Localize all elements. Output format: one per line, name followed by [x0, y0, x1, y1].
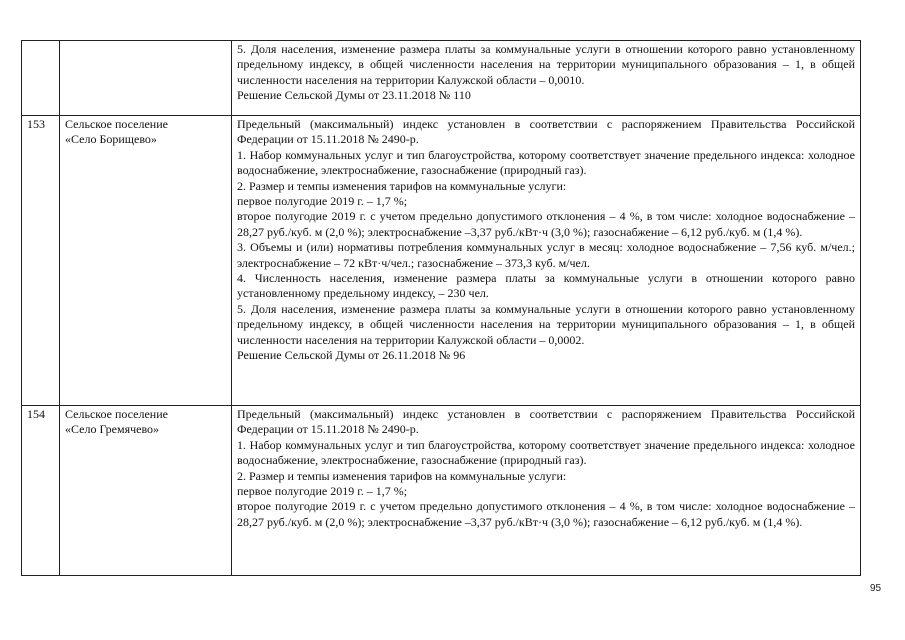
paragraph-consumption-volumes: 3. Объемы и (или) нормативы потребления коммунальных услуг в месяц: холодное водоснабжение – 7,56 куб. м/чел.; электроснабжение – 72 кВт·ч/чел.; газоснабжение – 373,3 куб. м/чел.	[237, 240, 855, 270]
settlement-name	[60, 406, 232, 576]
row-description	[232, 41, 861, 116]
paragraph-population-count: 4. Численность населения, изменение размера платы за коммунальные услуги в отношении которого равно установленному предельному индексу, – 230 чел.	[237, 271, 855, 301]
paragraph-second-half: второе полугодие 2019 г. с учетом предельно допустимого отклонения – 4 %, в том числе: холодное водоснабжение – 28,27 руб./куб. м (2,0 %); электроснабжение –3,37 руб./кВт·ч (3,0 %); газоснабжение – 6,12 руб./куб. м (1,4 %).	[237, 499, 855, 529]
utility-tariffs-table	[21, 40, 861, 576]
paragraph-second-half: второе полугодие 2019 г. с учетом предельно допустимого отклонения – 4 %, в том числе: холодное водоснабжение – 28,27 руб./куб. м (2,0 %); электроснабжение –3,37 руб./кВт·ч (3,0 %); газоснабжение – 6,12 руб./куб. м (1,4 %).	[237, 209, 855, 239]
paragraph-tariff-heading: 2. Размер и темпы изменения тарифов на коммунальные услуги:	[237, 178, 567, 193]
paragraph-index-basis: Предельный (максимальный) индекс установлен в соответствии с распоряжением Правительства Российской Федерации от 15.11.2018 № 2490-р.	[237, 407, 855, 437]
paragraph-share-of-population: 5. Доля населения, изменение размера платы за коммунальные услуги в отношении которого равно установленному предельному индексу, в общей численности населения на территории муниципального образования – 1, в общей численности населения на территории Калужской области – 0,0002.	[237, 301, 855, 347]
paragraph-first-half: первое полугодие 2019 г. – 1,7 %;	[237, 484, 408, 499]
settlement-title: «Село Борищево»	[65, 132, 157, 147]
settlement-type: Сельское поселение	[65, 117, 168, 131]
paragraph-share-of-population: 5. Доля населения, изменение размера платы за коммунальные услуги в отношении которого равно установленному предельному индексу, в общей численности населения на территории муниципального образования – 1, в общей численности населения на территории Калужской области – 0,0010.	[237, 42, 855, 87]
paragraph-first-half: первое полугодие 2019 г. – 1,7 %;	[237, 194, 408, 209]
settlement-name	[60, 116, 232, 406]
row-number: 153	[22, 116, 60, 406]
page-number: 95	[870, 583, 882, 594]
paragraph-council-decision: Решение Сельской Думы от 26.11.2018 № 96	[237, 348, 466, 363]
table-row-154	[22, 406, 861, 576]
paragraph-services-set: 1. Набор коммунальных услуг и тип благоустройства, которому соответствует значение предельного индекса: холодное водоснабжение, электроснабжение, газоснабжение (природный газ).	[237, 147, 855, 178]
paragraph-tariff-heading: 2. Размер и темпы изменения тарифов на коммунальные услуги:	[237, 468, 567, 483]
row-description	[232, 116, 861, 406]
settlement-title: «Село Гремячево»	[65, 422, 160, 437]
settlement-name	[60, 41, 232, 116]
row-number: 154	[22, 406, 60, 576]
paragraph-index-basis: Предельный (максимальный) индекс установлен в соответствии с распоряжением Правительства Российской Федерации от 15.11.2018 № 2490-р.	[237, 117, 855, 147]
row-description	[232, 406, 861, 576]
table-row-continuation	[22, 41, 861, 116]
paragraph-services-set: 1. Набор коммунальных услуг и тип благоустройства, которому соответствует значение предельного индекса: холодное водоснабжение, электроснабжение, газоснабжение (природный газ).	[237, 437, 855, 468]
paragraph-council-decision: Решение Сельской Думы от 23.11.2018 № 110	[237, 88, 471, 103]
table-row-153	[22, 116, 861, 406]
row-number	[22, 41, 60, 116]
settlement-type: Сельское поселение	[65, 407, 168, 421]
